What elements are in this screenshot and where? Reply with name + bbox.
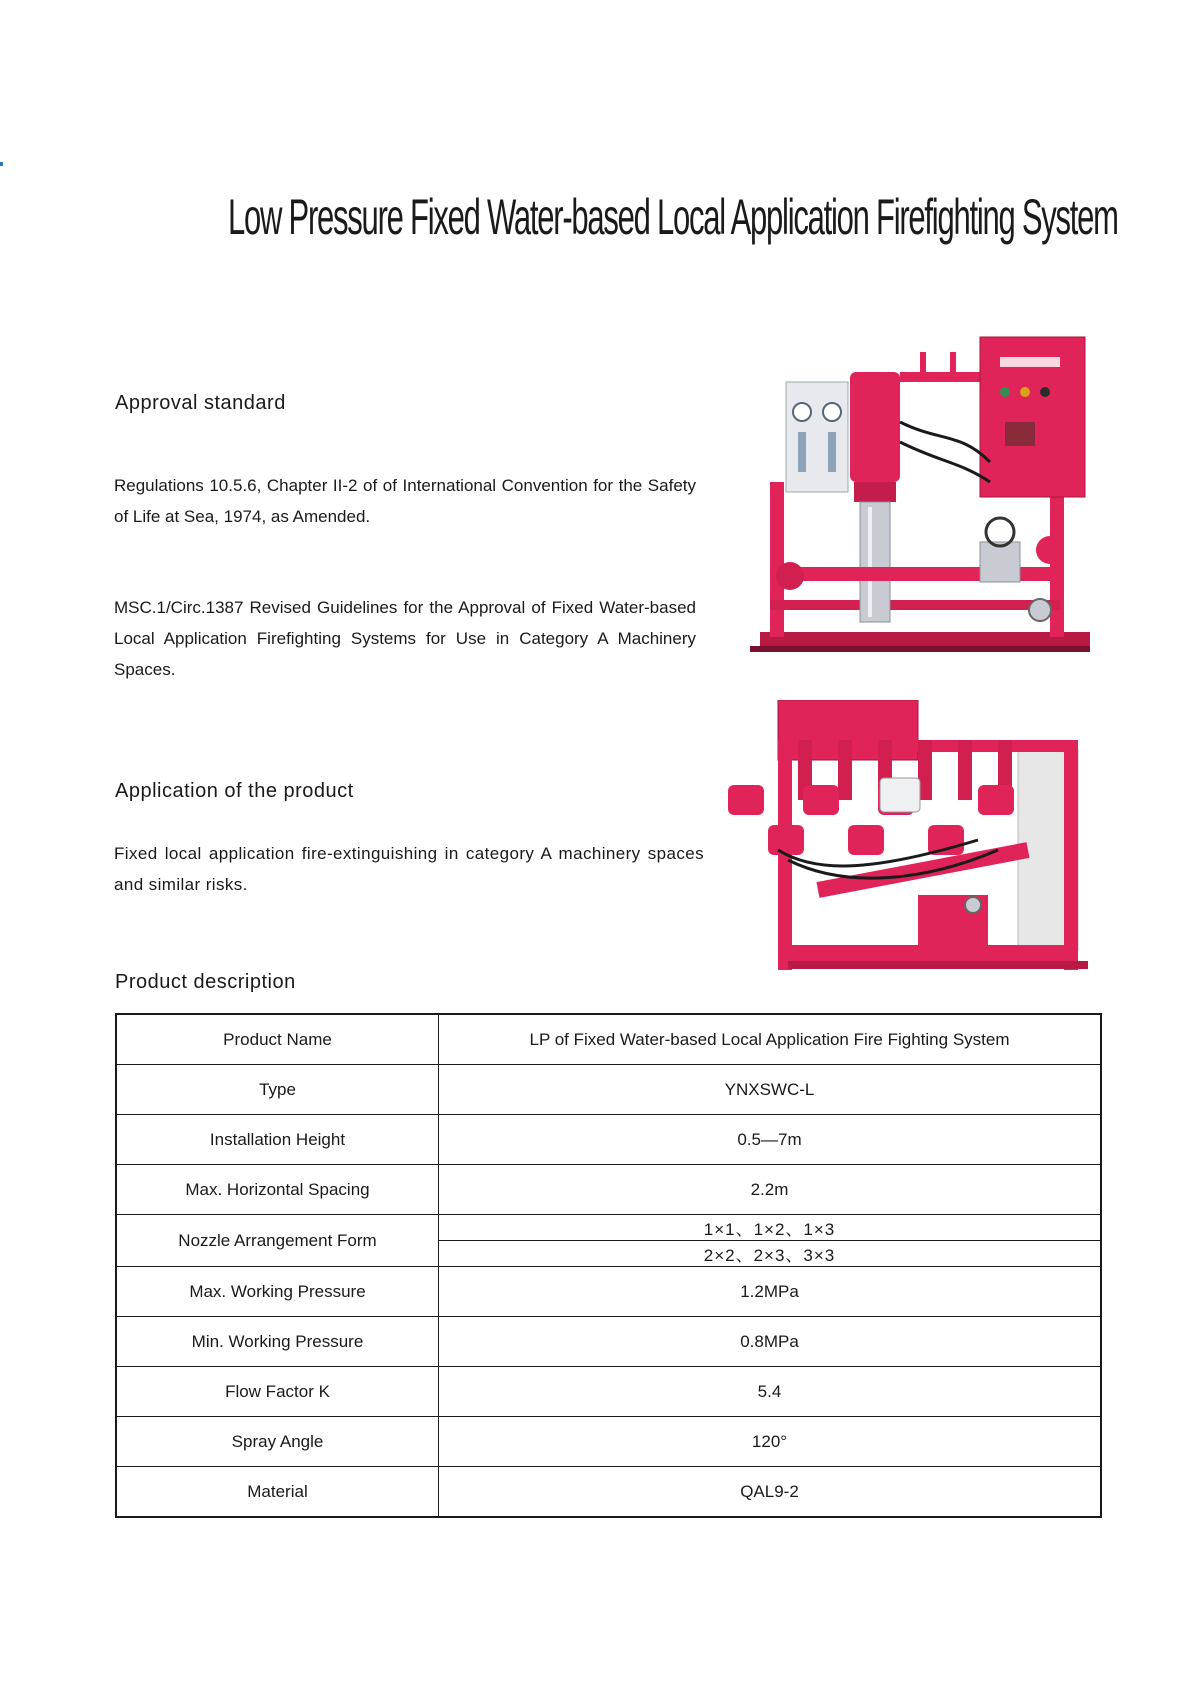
edge-mark: [0, 162, 3, 166]
row-label: Spray Angle: [116, 1417, 439, 1467]
application-heading: Application of the product: [115, 780, 354, 802]
table-row: [116, 1014, 1101, 1065]
row-value: 1.2MPa: [439, 1267, 1102, 1317]
application-paragraph: Fixed local application fire-extinguishing in category A machinery spaces and similar risks.: [114, 844, 704, 894]
row-value: 2.2m: [439, 1165, 1102, 1215]
row-value: 0.5—7m: [439, 1115, 1102, 1165]
row-value: QAL9-2: [439, 1467, 1102, 1518]
pump-unit-image: [750, 332, 1095, 672]
row-label: Max. Working Pressure: [116, 1267, 439, 1317]
table-row: [116, 1467, 1101, 1518]
row-value: LP of Fixed Water-based Local Application Fire Fighting System: [439, 1014, 1102, 1065]
table-row: [116, 1417, 1101, 1467]
row-value: 0.8MPa: [439, 1317, 1102, 1367]
row-label: Nozzle Arrangement Form: [116, 1215, 439, 1267]
row-label: Product Name: [116, 1014, 439, 1065]
product-spec-table: [115, 1013, 1102, 1518]
approval-heading: Approval standard: [115, 392, 286, 414]
table-row: [116, 1215, 1101, 1241]
row-value: 1×1、1×2、1×3: [439, 1215, 1102, 1241]
row-label: Material: [116, 1467, 439, 1518]
description-heading: Product description: [115, 971, 296, 993]
table-row: [116, 1115, 1101, 1165]
approval-paragraph-1: Regulations 10.5.6, Chapter II-2 of of International Convention for the Safety of Life at Sea, 1974, as Amended.: [114, 476, 696, 526]
table-row: [116, 1367, 1101, 1417]
table-row: [116, 1267, 1101, 1317]
row-value: YNXSWC-L: [439, 1065, 1102, 1115]
row-label: Type: [116, 1065, 439, 1115]
table-row: [116, 1317, 1101, 1367]
row-value: 2×2、2×3、3×3: [439, 1241, 1102, 1267]
valve-manifold-image: [728, 700, 1098, 990]
row-label: Flow Factor K: [116, 1367, 439, 1417]
approval-paragraph-2: MSC.1/Circ.1387 Revised Guidelines for the Approval of Fixed Water-based Local Application Firefighting Systems for Use in Category A Machinery Spaces.: [114, 598, 696, 679]
table-row: [116, 1165, 1101, 1215]
page-title: Low Pressure Fixed Water-based Local Application Firefighting System: [228, 189, 1118, 245]
row-label: Max. Horizontal Spacing: [116, 1165, 439, 1215]
row-value: 120°: [439, 1417, 1102, 1467]
row-value: 5.4: [439, 1367, 1102, 1417]
row-label: Installation Height: [116, 1115, 439, 1165]
row-label: Min. Working Pressure: [116, 1317, 439, 1367]
table-row: [116, 1065, 1101, 1115]
